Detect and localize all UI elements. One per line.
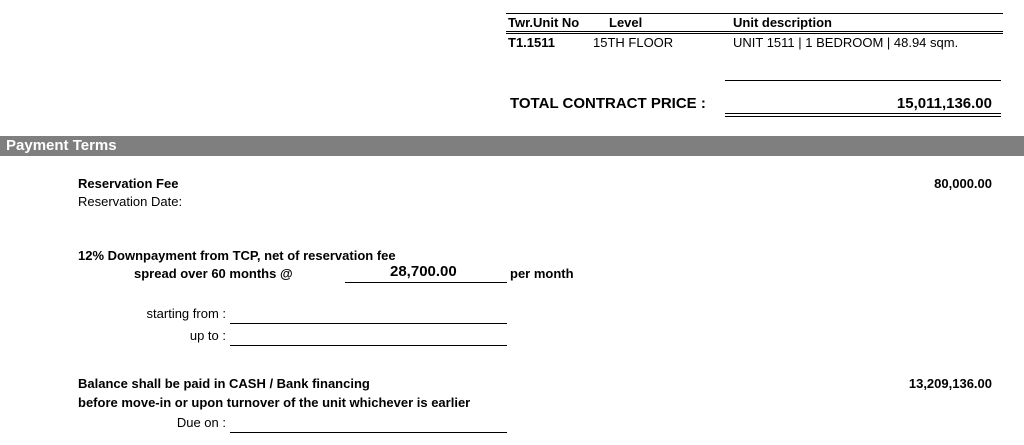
total-contract-price-label: TOTAL CONTRACT PRICE :	[510, 95, 706, 112]
table-header-rule-1	[506, 31, 1003, 32]
total-contract-price-value: 15,011,136.00	[896, 95, 992, 112]
up-to-field[interactable]	[230, 345, 507, 346]
per-month-label: per month	[510, 266, 574, 281]
level-value: 15TH FLOOR	[593, 35, 674, 50]
due-on-field[interactable]	[230, 432, 507, 433]
balance-line-1: Balance shall be paid in CASH / Bank financing	[78, 376, 370, 391]
reservation-fee-amount: 80,000.00	[934, 176, 992, 191]
balance-amount: 13,209,136.00	[908, 376, 992, 391]
table-header-rule-2	[506, 33, 1003, 34]
unit-no-value: T1.1511	[508, 35, 555, 50]
subtotal-rule	[725, 80, 1001, 81]
unit-description-value: UNIT 1511 | 1 BEDROOM | 48.94 sqm.	[733, 35, 959, 50]
section-title: Payment Terms	[6, 137, 117, 154]
due-on-label: Due on :	[176, 415, 226, 430]
table-top-rule	[506, 13, 1003, 14]
balance-line-2: before move-in or upon turnover of the unit whichever is earlier	[78, 395, 471, 410]
downpayment-label: 12% Downpayment from TCP, net of reservation fee	[78, 248, 396, 263]
header-unit-no: Twr.Unit No	[508, 15, 580, 30]
total-underline-1	[725, 113, 1001, 114]
spread-label: spread over 60 months @	[134, 266, 293, 281]
header-unit-description: Unit description	[733, 15, 832, 30]
monthly-amount-underline	[345, 282, 507, 283]
payment-terms-header	[0, 136, 1024, 156]
monthly-amount: 28,700.00	[390, 263, 457, 280]
up-to-label: up to :	[189, 328, 226, 343]
starting-from-label: starting from :	[146, 306, 226, 321]
starting-from-field[interactable]	[230, 323, 507, 324]
total-underline-2	[725, 116, 1001, 117]
reservation-fee-label: Reservation Fee	[78, 176, 179, 191]
header-level: Level	[609, 15, 643, 30]
reservation-date-label: Reservation Date:	[78, 194, 183, 209]
